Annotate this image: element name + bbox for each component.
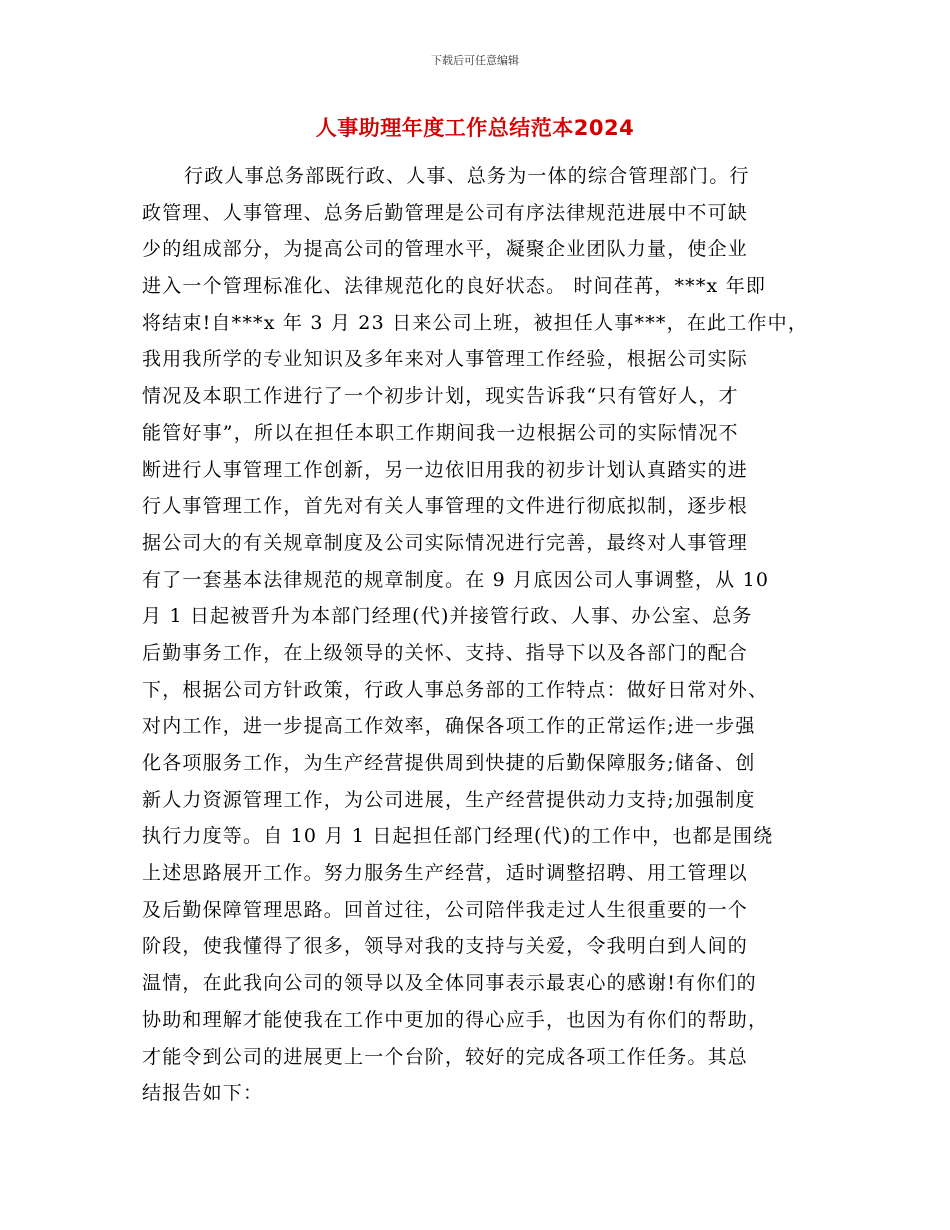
paragraph-line: 能管好事”，所以在担任本职工作期间我一边根据公司的实际情况不 xyxy=(142,421,739,444)
paragraph-line: 据公司大的有关规章制度及公司实际情况进行完善，最终对人事管理 xyxy=(142,531,749,554)
paragraph-line: 进入一个管理标准化、法律规范化的良好状态。 时间荏苒，***x 年即 xyxy=(142,275,767,298)
paragraph-line: 及后勤保障管理思路。回首过往，公司陪伴我走过人生很重要的一个 xyxy=(142,898,749,921)
paragraph-line: 后勤事务工作，在上级领导的关怀、支持、指导下以及各部门的配合 xyxy=(142,641,749,664)
header-note: 下载后可任意编辑 xyxy=(431,54,519,67)
paragraph-line: 我用我所学的专业知识及多年来对人事管理工作经验，根据公司实际 xyxy=(142,348,749,371)
paragraph-line: 断进行人事管理工作创新，另一边依旧用我的初步计划认真踏实的进 xyxy=(142,458,749,481)
body-paragraph xyxy=(142,158,808,1112)
paragraph-line: 有了一套基本法律规范的规章制度。在 9 月底因公司人事调整，从 10 xyxy=(142,568,770,591)
paragraph-line: 新人力资源管理工作，为公司进展，生产经营提供动力支持;加强制度 xyxy=(142,788,756,811)
paragraph-line: 月 1 日起被晋升为本部门经理(代)并接管行政、人事、办公室、总务 xyxy=(142,605,753,628)
paragraph-line: 化各项服务工作，为生产经营提供周到快捷的后勤保障服务;储备、创 xyxy=(142,752,756,774)
paragraph-line: 下，根据公司方针政策，行政人事总务部的工作特点：做好日常对外、 xyxy=(142,678,769,701)
paragraph-line: 行政人事总务部既行政、人事、总务为一体的综合管理部门。行 xyxy=(184,165,750,187)
paragraph-line: 协助和理解才能使我在工作中更加的得心应手，也因为有你们的帮助， xyxy=(142,1008,769,1031)
paragraph-line: 政管理、人事管理、总务后勤管理是公司有序法律规范进展中不可缺 xyxy=(142,201,749,224)
paragraph-line: 将结束!自***x 年 3 月 23 日来公司上班，被担任人事***，在此工作中， xyxy=(142,311,809,334)
paragraph-line: 执行力度等。自 10 月 1 日起担任部门经理(代)的工作中，也都是围绕 xyxy=(142,825,774,848)
document-title: 人事助理年度工作总结范本2024 xyxy=(315,116,635,140)
paragraph-line: 行人事管理工作，首先对有关人事管理的文件进行彻底拟制，逐步根 xyxy=(142,495,749,518)
paragraph-line: 情况及本职工作进行了一个初步计划，现实告诉我“只有管好人，才 xyxy=(142,385,739,408)
paragraph-line: 少的组成部分，为提高公司的管理水平，凝聚企业团队力量，使企业 xyxy=(142,238,749,261)
paragraph-line: 上述思路展开工作。努力服务生产经营，适时调整招聘、用工管理以 xyxy=(142,862,749,885)
paragraph-line: 温情，在此我向公司的领导以及全体同事表示最衷心的感谢!有你们的 xyxy=(142,972,757,995)
paragraph-line: 才能令到公司的进展更上一个台阶，较好的完成各项工作任务。其总 xyxy=(142,1045,749,1068)
paragraph-line: 结报告如下： xyxy=(142,1082,264,1105)
paragraph-line: 对内工作，进一步提高工作效率，确保各项工作的正常运作;进一步强 xyxy=(142,715,756,738)
paragraph-line: 阶段，使我懂得了很多，领导对我的支持与关爱，令我明白到人间的 xyxy=(142,935,749,958)
